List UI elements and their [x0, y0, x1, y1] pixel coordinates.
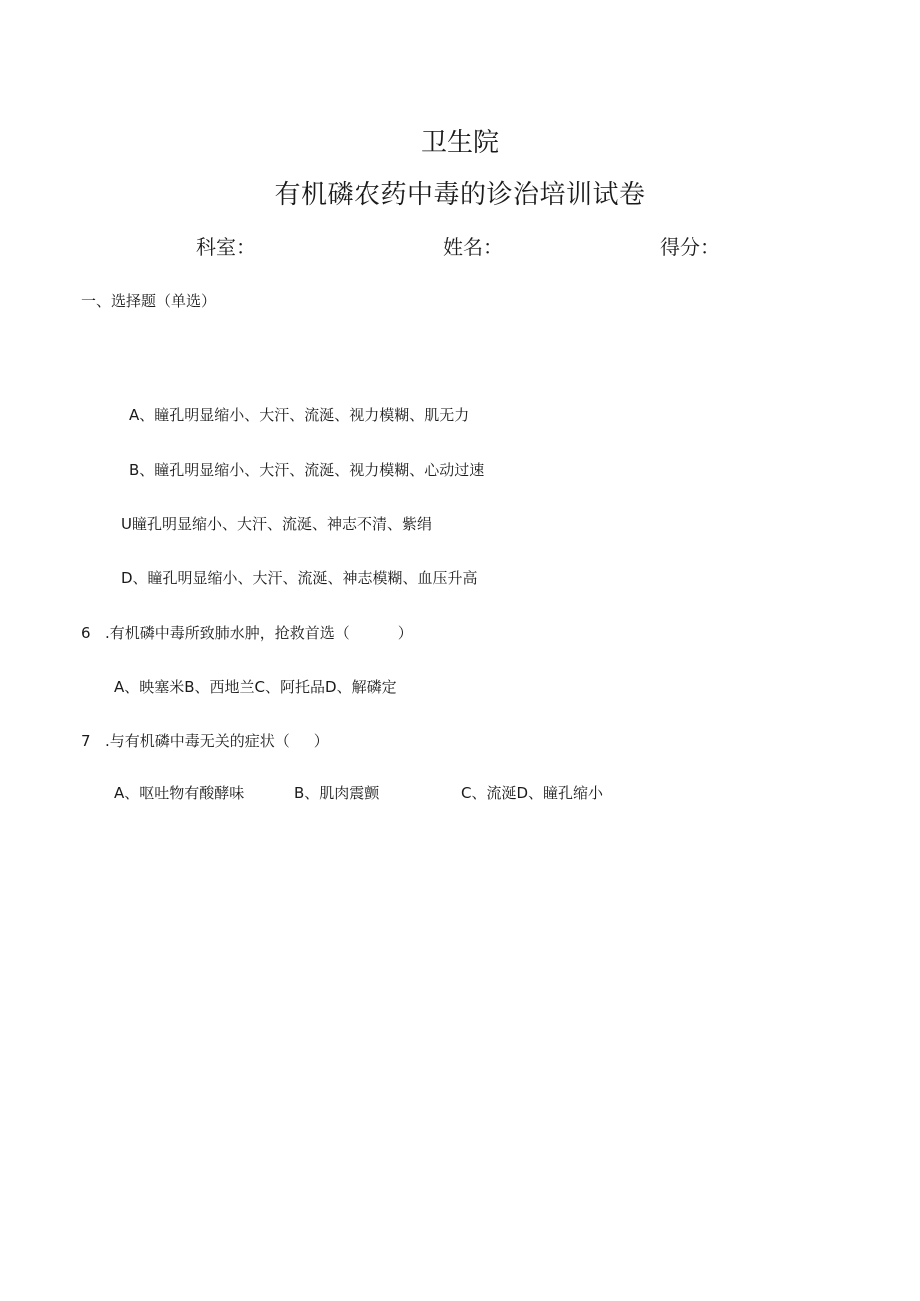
- q5-option-a: A、瞳孔明显缩小、大汗、流涎、视力模糊、肌无力: [129, 406, 470, 424]
- q6-stem: .有机磷中毒所致肺水肿，抢救首选（: [105, 624, 350, 642]
- department-label: 科室：: [196, 235, 256, 259]
- name-label: 姓名：: [443, 235, 503, 259]
- q6-number: 6: [81, 624, 91, 642]
- q6-close: ）: [397, 624, 413, 642]
- q5-option-d: D、瞳孔明显缩小、大汗、流涎、神志模糊、血压升高: [121, 569, 478, 587]
- q6-options: A、映塞米B、西地兰C、阿托品D、解磷定: [114, 678, 397, 696]
- q7-stem-row: [81, 730, 329, 751]
- org-title: 卫生院: [420, 128, 499, 158]
- q7-option-cd: C、流涎D、瞳孔缩小: [461, 784, 604, 802]
- q7-close: ）: [313, 732, 329, 750]
- section-heading: 一、选择题（单选）: [81, 292, 217, 310]
- exam-title: 有机磷农药中毒的诊治培训试卷: [274, 180, 646, 210]
- q6-stem-row: [81, 622, 413, 643]
- q5-option-c: U瞳孔明显缩小、大汗、流涎、神志不清、紫绢: [121, 515, 432, 533]
- q7-option-a: A、呕吐物有酸酵味: [114, 784, 245, 802]
- q7-stem: .与有机磷中毒无关的症状（: [105, 732, 290, 750]
- q7-number: 7: [81, 732, 91, 750]
- score-label: 得分：: [660, 235, 720, 259]
- q7-option-b: B、肌肉震颤: [294, 784, 380, 802]
- q5-option-b: B、瞳孔明显缩小、大汗、流涎、视力模糊、心动过速: [129, 461, 485, 479]
